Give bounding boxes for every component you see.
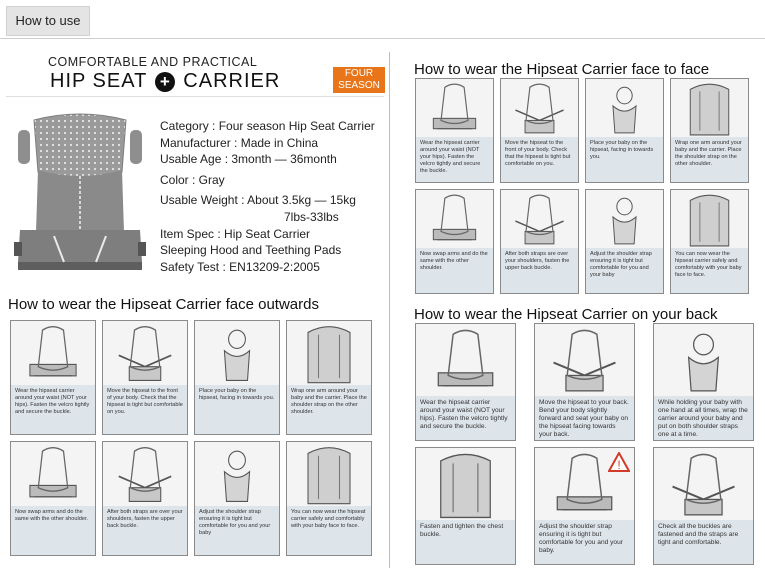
product-specs <box>160 118 375 275</box>
step-illustration <box>103 321 187 385</box>
step-illustration <box>586 190 663 248</box>
step-caption: Wear the hipseat carrier around your waist (NOT your hips). Fasten the velcro tightly and secure the buckle. <box>416 137 493 182</box>
step-caption: After both straps are over your shoulders, fasten the upper back buckle. <box>501 248 578 293</box>
spec-manufacturer: Manufacturer : Made in China <box>160 135 319 150</box>
tab-divider <box>0 38 765 39</box>
step-card <box>102 441 188 556</box>
warning-icon <box>608 452 630 472</box>
step-caption: Wear the hipseat carrier around your waist (NOT your hips). Fasten the velcro tightly and secure the buckle. <box>416 396 515 440</box>
section-title-back: How to wear the Hipseat Carrier on your back <box>414 306 718 323</box>
spec-weight-lbs: 7lbs-33lbs <box>284 209 339 224</box>
step-card <box>286 320 372 435</box>
step-illustration <box>287 321 371 385</box>
section-title-face: How to wear the Hipseat Carrier face to face <box>414 61 710 78</box>
step-caption: Wrap one arm around your baby and the carrier. Place the shoulder strap on the other shoulder. <box>671 137 748 182</box>
spec-item: Item Spec : Hip Seat Carrier <box>160 226 311 241</box>
step-card <box>585 78 664 183</box>
step-card <box>534 447 635 565</box>
how-to-use-tab[interactable]: How to use <box>6 6 90 36</box>
step-illustration <box>416 448 515 520</box>
brand-title-left: HIP SEAT <box>50 70 148 92</box>
step-caption: Adjust the shoulder strap ensuring it is tight but comfortable for you and your baby <box>195 506 279 555</box>
step-caption: Now swap arms and do the same with the other shoulder. <box>11 506 95 555</box>
step-card <box>10 320 96 435</box>
step-illustration <box>671 79 748 137</box>
step-card <box>10 441 96 556</box>
step-card <box>102 320 188 435</box>
step-caption: Move the hipseat to the front of your body. Check that the hipseat is tight but comfortable on you. <box>501 137 578 182</box>
brand-tagline: COMFORTABLE AND PRACTICAL <box>48 55 258 69</box>
step-card <box>670 78 749 183</box>
product-image <box>14 112 146 282</box>
step-card <box>500 189 579 294</box>
step-caption: Adjust the shoulder strap ensuring it is tight but comfortable for you and your baby. <box>535 520 634 564</box>
four-season-badge: FOUR SEASON <box>333 67 385 93</box>
step-illustration <box>416 190 493 248</box>
brand-title <box>50 70 280 93</box>
spec-safety: Safety Test : EN13209-2:2005 <box>160 259 320 274</box>
header-rule <box>6 96 384 97</box>
step-caption: While holding your baby with one hand at all times, wrap the carrier around your baby and put on both shoulder straps one at a time. <box>654 396 753 440</box>
step-card <box>415 189 494 294</box>
step-caption: You can now wear the hipseat carrier safely and comfortably with your baby face to face. <box>671 248 748 293</box>
step-illustration <box>416 324 515 396</box>
step-card <box>500 78 579 183</box>
step-caption: Place your baby on the hipseat, facing in towards you. <box>586 137 663 182</box>
step-illustration <box>195 321 279 385</box>
step-card <box>534 323 635 441</box>
step-illustration <box>586 79 663 137</box>
spec-weight: Usable Weight : About 3.5kg — 15kg <box>160 193 356 208</box>
brand-title-right: CARRIER <box>183 70 281 92</box>
spec-color: Color : Gray <box>160 172 225 187</box>
spec-category: Category : Four season Hip Seat Carrier <box>160 119 375 133</box>
back-steps-grid <box>415 323 754 565</box>
step-caption: Wear the hipseat carrier around your waist (NOT your hips). Fasten the velcro tightly and secure the buckle. <box>11 385 95 434</box>
step-card <box>415 447 516 565</box>
outwards-steps-grid <box>10 320 372 556</box>
step-caption: Place your baby on the hipseat, facing in towards you. <box>195 385 279 434</box>
step-card <box>653 447 754 565</box>
step-caption: Now swap arms and do the same with the other shoulder. <box>416 248 493 293</box>
step-caption: Move the hipseat to your back. Bend your body slightly forward and seat your baby on the hipseat facing towards your back. <box>535 396 634 440</box>
step-caption: Adjust the shoulder strap ensuring it is tight but comfortable for you and your baby <box>586 248 663 293</box>
step-illustration <box>103 442 187 506</box>
svg-text:!: ! <box>617 458 621 472</box>
section-title-outwards: How to wear the Hipseat Carrier face outwards <box>8 296 319 313</box>
spec-hood: Sleeping Hood and Teething Pads <box>160 243 342 258</box>
step-illustration <box>11 321 95 385</box>
step-illustration <box>287 442 371 506</box>
step-card <box>415 78 494 183</box>
step-caption: Move the hipseat to the front of your body. Check that the hipseat is tight but comfortable on you. <box>103 385 187 434</box>
step-illustration <box>416 79 493 137</box>
step-card <box>194 441 280 556</box>
step-illustration <box>654 324 753 396</box>
step-illustration <box>535 324 634 396</box>
step-card <box>585 189 664 294</box>
step-illustration <box>501 190 578 248</box>
step-card <box>286 441 372 556</box>
step-illustration <box>11 442 95 506</box>
step-card <box>670 189 749 294</box>
step-illustration <box>195 442 279 506</box>
step-caption: After both straps are over your shoulders, fasten the upper back buckle. <box>103 506 187 555</box>
face-steps-grid <box>415 78 749 294</box>
column-divider <box>389 52 390 568</box>
step-illustration <box>501 79 578 137</box>
step-card <box>415 323 516 441</box>
step-caption: Wrap one arm around your baby and the carrier. Place the shoulder strap on the other shoulder. <box>287 385 371 434</box>
step-caption: Check all the buckles are fastened and the straps are tight and comfortable. <box>654 520 753 564</box>
plus-icon: + <box>155 72 175 92</box>
step-caption: You can now wear the hipseat carrier safely and comfortably with your baby face to face. <box>287 506 371 555</box>
step-illustration <box>654 448 753 520</box>
spec-age: Usable Age : 3month — 36month <box>160 152 337 167</box>
step-illustration <box>671 190 748 248</box>
step-card <box>194 320 280 435</box>
step-card <box>653 323 754 441</box>
step-caption: Fasten and tighten the chest buckle. <box>416 520 515 564</box>
